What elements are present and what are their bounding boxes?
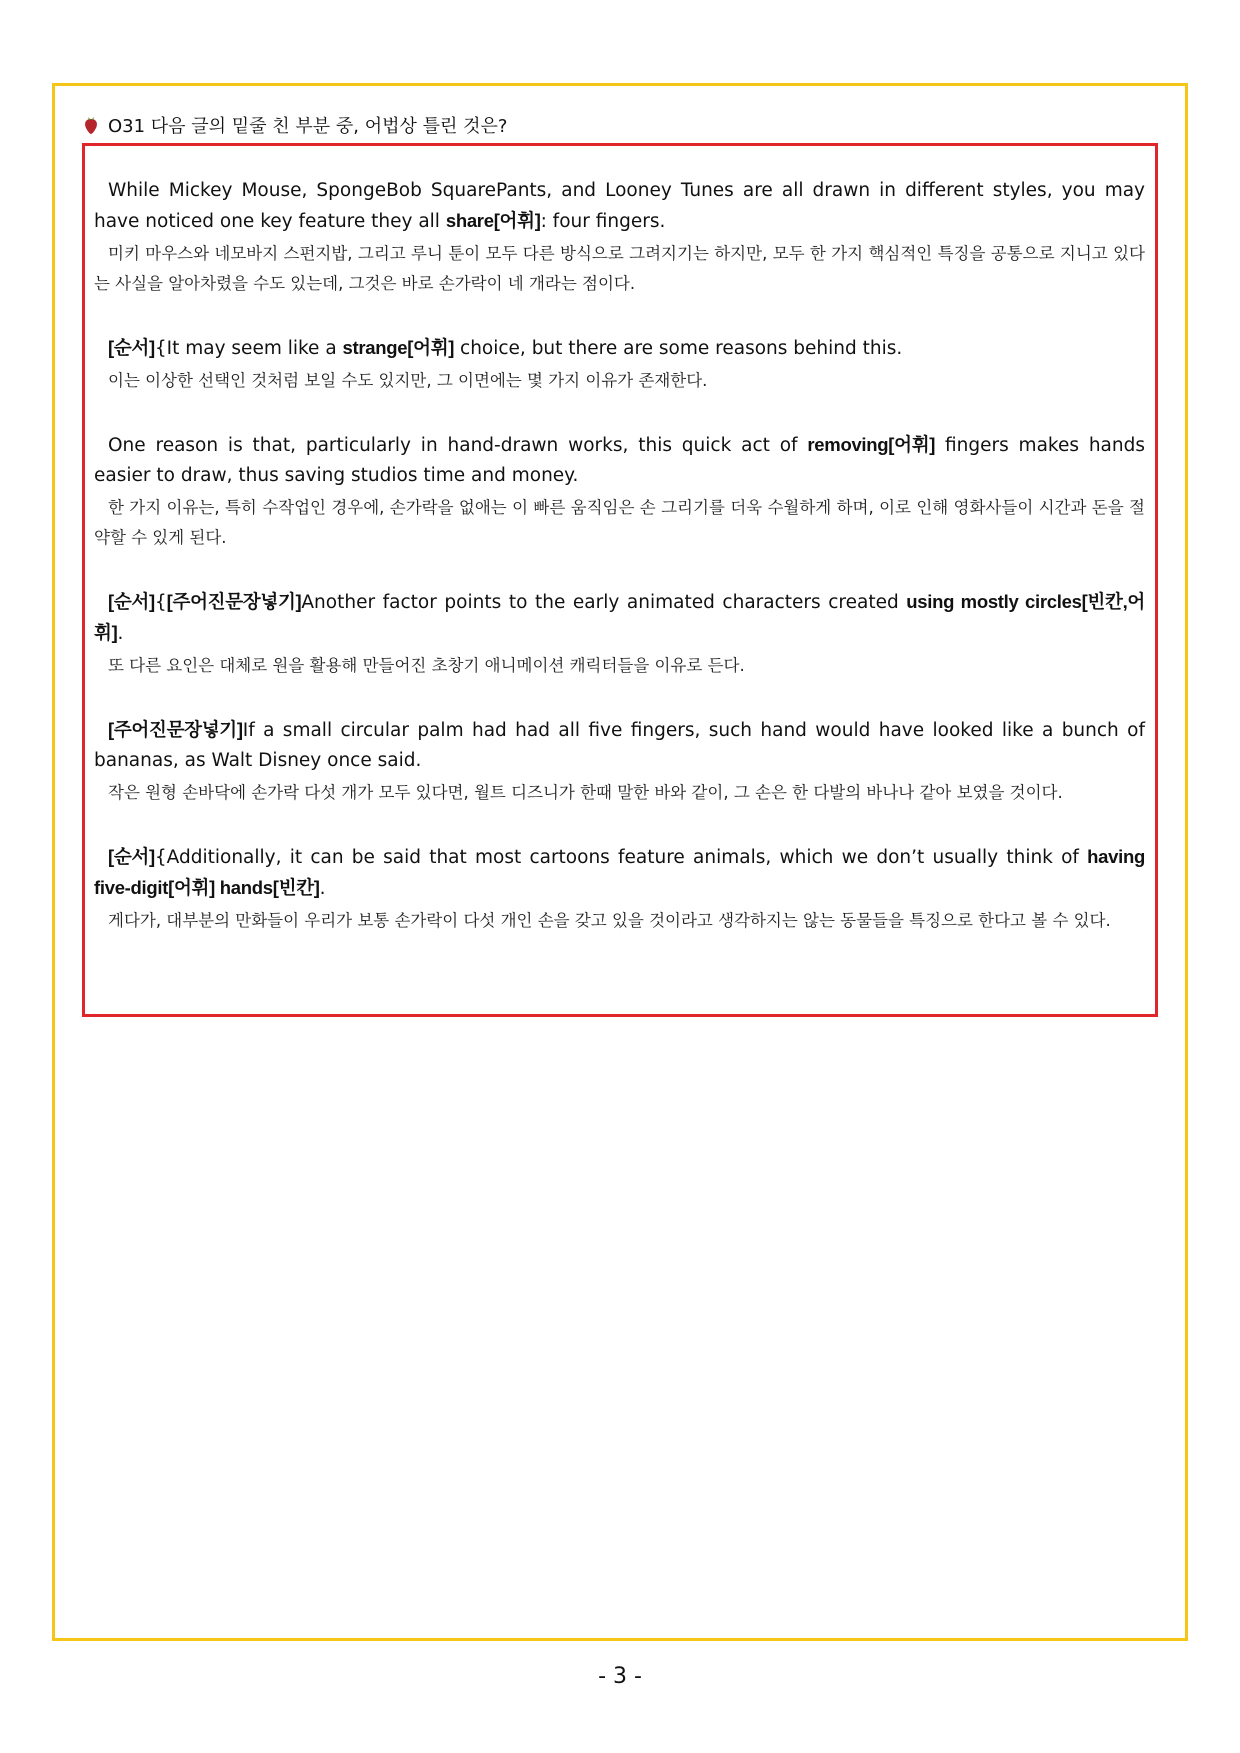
paragraph bbox=[94, 715, 1145, 808]
english-sentence bbox=[94, 842, 1145, 904]
sentence-text: {It may seem like a bbox=[154, 338, 343, 359]
page-number: - 3 - bbox=[598, 1664, 642, 1689]
passage-box bbox=[82, 143, 1158, 1017]
korean-translation: 미키 마우스와 네모바지 스펀지밥, 그리고 루니 툰이 모두 다른 방식으로 그려지기는 하지만, 모두 한 가지 핵심적인 특징을 공통으로 지니고 있다는 사실을 알아차렸을 수도 있는데, 그것은 바로 손가락이 네 개라는 점이다. bbox=[94, 244, 1145, 293]
paragraph bbox=[94, 333, 1145, 396]
paragraph bbox=[94, 842, 1145, 936]
english-sentence bbox=[94, 587, 1145, 649]
keyword-tag: using mostly circles[빈칸,어휘] bbox=[94, 591, 1145, 643]
sentence-text: While Mickey Mouse, SpongeBob SquarePants, and Looney Tunes are all drawn in different styles, you may have noticed one key feature they all bbox=[94, 180, 1145, 232]
question-title: O31 다음 글의 밑줄 친 부분 중, 어법상 틀린 것은? bbox=[108, 116, 508, 137]
paragraph bbox=[94, 430, 1145, 553]
english-sentence bbox=[94, 430, 1145, 491]
keyword-tag: removing[어휘] bbox=[807, 434, 936, 455]
paragraph bbox=[94, 176, 1145, 299]
korean-translation: 이는 이상한 선택인 것처럼 보일 수도 있지만, 그 이면에는 몇 가지 이유가 존재한다. bbox=[108, 371, 708, 390]
sentence-text: choice, but there are some reasons behind this. bbox=[454, 338, 903, 359]
sentence-text: . bbox=[117, 623, 124, 644]
keyword-tag: strange[어휘] bbox=[342, 337, 455, 358]
korean-translation: 한 가지 이유는, 특히 수작업인 경우에, 손가락을 없애는 이 빠른 움직임은 손 그리기를 더욱 수월하게 하며, 이로 인해 영화사들이 시간과 돈을 절약할 수 있게 된다. bbox=[94, 498, 1145, 547]
sentence-text: fingers makes hands easier to draw, thus saving studios time and money. bbox=[94, 435, 1145, 486]
paragraph bbox=[94, 587, 1145, 681]
keyword-tag: having five-digit[어휘] hands[빈칸] bbox=[94, 846, 1145, 898]
passage bbox=[94, 176, 1145, 936]
sentence-text: One reason is that, particularly in hand-drawn works, this quick act of bbox=[108, 435, 808, 456]
korean-translation: 또 다른 요인은 대체로 원을 활용해 만들어진 초창기 애니메이션 캐릭터들을 이유로 든다. bbox=[108, 656, 745, 675]
keyword-tag: [주어진문장넣기] bbox=[166, 591, 302, 612]
keyword-tag: [순서] bbox=[108, 337, 155, 358]
sentence-text: { bbox=[154, 592, 167, 613]
keyword-tag: share[어휘] bbox=[445, 210, 541, 231]
strawberry-icon bbox=[84, 116, 98, 134]
question-header bbox=[84, 112, 507, 138]
korean-translation: 게다가, 대부분의 만화들이 우리가 보통 손가락이 다섯 개인 손을 갖고 있을 것이라고 생각하지는 않는 동물들을 특징으로 한다고 볼 수 있다. bbox=[108, 911, 1111, 930]
sentence-text: . bbox=[319, 878, 326, 899]
sentence-text: : four fingers. bbox=[540, 211, 666, 232]
english-sentence bbox=[94, 715, 1145, 776]
english-sentence bbox=[94, 333, 1145, 364]
keyword-tag: [주어진문장넣기] bbox=[108, 719, 243, 740]
sentence-text: If a small circular palm had had all five fingers, such hand would have looked like a bunch of bananas, as Walt Disney once said. bbox=[94, 720, 1145, 771]
korean-translation: 작은 원형 손바닥에 손가락 다섯 개가 모두 있다면, 월트 디즈니가 한때 말한 바와 같이, 그 손은 한 다발의 바나나 같아 보였을 것이다. bbox=[108, 783, 1063, 802]
sentence-text: Another factor points to the early animated characters created bbox=[301, 592, 907, 613]
keyword-tag: [순서] bbox=[108, 846, 155, 867]
sentence-text: {Additionally, it can be said that most cartoons feature animals, which we don’t usually think of bbox=[154, 847, 1088, 868]
keyword-tag: [순서] bbox=[108, 591, 155, 612]
english-sentence bbox=[94, 176, 1145, 237]
